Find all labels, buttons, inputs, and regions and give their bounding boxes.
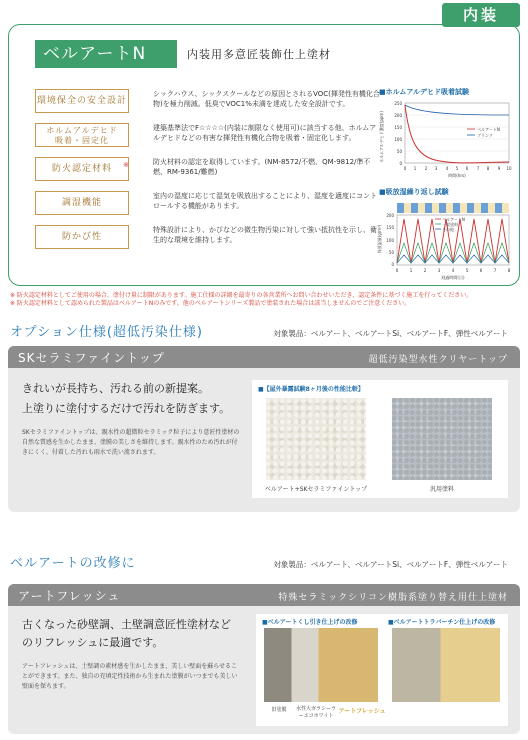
option-product-box bbox=[8, 346, 520, 512]
feature-desc: シックハウス、シックスクールなどの原因とされるVOC(揮発性有機化合物)を極力削減。低臭でVOC1%未満を達成した安全設計です。 bbox=[153, 90, 380, 108]
graph1-ylabel: ホルムアルデヒド濃度(ppm) bbox=[379, 111, 384, 163]
option-section-title: オプション仕様(超低汚染仕様) bbox=[10, 325, 203, 340]
feature-desc: 建築基準法でF☆☆☆☆(内装に制限なく使用可)に該当する他、ホルムアルデヒドなどの有害な揮発性有機化合物を吸着・固定化します。 bbox=[153, 124, 377, 142]
graph2-xtick: 3 bbox=[437, 268, 441, 273]
feature-label bbox=[35, 123, 129, 147]
main-feature-box bbox=[8, 24, 520, 286]
formaldehyde-graph bbox=[375, 97, 515, 179]
feature-desc: 特殊設計により、かびなどの微生物汚染に対して強い抵抗性を示し、衛生的な環境を維持します。 bbox=[153, 226, 377, 244]
feature-desc: 防火材料の認定を取得しています。(NM-8572/不燃、QM-9812/準不燃、RM-9361/難燃) bbox=[153, 158, 371, 176]
feature-label bbox=[35, 157, 129, 181]
renewal-product-header bbox=[8, 584, 520, 606]
renewal-photo1-title: ■ベルアートくし引き仕上げの改修 bbox=[262, 619, 358, 626]
renewal-section-title: ベルアートの改修に bbox=[10, 556, 136, 571]
feature-desc: 室内の湿度に応じて湿気を吸放出することにより、湿度を適度にコントロールする機能があります。 bbox=[153, 192, 377, 210]
graph2-ytick: 200 bbox=[386, 213, 394, 218]
interior-tab: 内装 bbox=[442, 3, 520, 27]
graph1-ytick: 100 bbox=[394, 137, 402, 142]
graph2-xtick: 8 bbox=[507, 268, 511, 273]
graph1-xtick: 2 bbox=[424, 166, 428, 171]
humidity-graph bbox=[375, 197, 515, 281]
graph1-xlabel: 時間(hrs) bbox=[448, 173, 466, 178]
graph2-xtick: 5 bbox=[465, 268, 469, 273]
option-photo-caption: 汎用塗料 bbox=[429, 486, 454, 493]
graph1-xtick: 4 bbox=[445, 166, 449, 171]
option-photo-treated bbox=[266, 398, 366, 480]
graph1-xtick: 3 bbox=[434, 166, 438, 171]
graph1-xtick: 6 bbox=[465, 166, 469, 171]
graph1-xtick: 0 bbox=[403, 166, 407, 171]
graph1-xtick: 5 bbox=[455, 166, 459, 171]
renewal-product-tag: 特殊セラミックシリコン樹脂系塗り替え用仕上塗材 bbox=[278, 593, 508, 603]
footnote-2: ※ 防火認定材料として認められた製品はベルアートNのみです。他のベルアートシリーズ製品で塗装された場合は該当しませんのでご注意ください。 bbox=[10, 300, 411, 307]
graph2-xtick: 4 bbox=[451, 268, 455, 273]
renewal-headline-1: 古くなった砂壁調、土壁調意匠性塗材など bbox=[22, 618, 231, 631]
option-product-tag: 超低汚染型水性クリヤートップ bbox=[368, 355, 508, 365]
renewal-photo2-title: ■ベルアートトラバーチン仕上げの改修 bbox=[388, 619, 496, 626]
graph2-xtick: 0 bbox=[395, 268, 399, 273]
graph1-ytick: 150 bbox=[394, 125, 402, 130]
graph2-ytick: 0 bbox=[391, 262, 394, 267]
graph2-legend-item: 一般塗料 bbox=[442, 222, 458, 227]
renewal-product-box bbox=[8, 584, 520, 734]
graph2-legend-item: その他 bbox=[442, 227, 454, 232]
graph2-xlabel: 経過時間(日) bbox=[441, 275, 465, 280]
graph2-xtick: 2 bbox=[423, 268, 427, 273]
graph1-ytick: 200 bbox=[394, 113, 402, 118]
graph2-ytick: 150 bbox=[386, 225, 394, 230]
asterisk-mark: ※ bbox=[123, 161, 130, 169]
renewal-targets: 対象製品：ベルアート、ベルアートSi、ベルアートF、弾性ベルアート bbox=[273, 560, 508, 569]
renewal-photo-panel bbox=[256, 614, 508, 726]
graph2-ytick: 100 bbox=[386, 238, 394, 243]
graph1-title: ■ホルムアルデヒド吸着試験 bbox=[379, 88, 470, 96]
option-product-header bbox=[8, 346, 520, 368]
option-headline-2: 上塗りに塗付するだけで汚れを防ぎます。 bbox=[22, 402, 231, 415]
option-photo-general bbox=[392, 398, 492, 480]
renewal-product-name: アートフレッシュ bbox=[18, 589, 121, 603]
graph1-ytick: 50 bbox=[396, 149, 402, 154]
feature-label-line2: 吸着・固定化 bbox=[55, 136, 109, 145]
graph1-ytick: 0 bbox=[399, 161, 402, 166]
renewal-photo-caption: 旧塗膜 bbox=[271, 707, 287, 713]
renewal-photo-travertine bbox=[392, 628, 500, 702]
graph1-legend-item: ブランク bbox=[477, 133, 493, 138]
feature-label: 環境保全の安全設計 bbox=[35, 89, 129, 113]
product-name-badge: ベルアートN bbox=[35, 40, 177, 68]
graph2-ytick: 50 bbox=[388, 250, 394, 255]
footnote-1: ※ 防火認定材料としてご使用の場合、塗付け量に制限があります。施工仕様の詳細を最寄りの各営業所へお問い合わせいただき、認定条件に基づく施工を行ってください。 bbox=[10, 292, 473, 299]
graph1-ytick: 250 bbox=[394, 101, 402, 106]
feature-label: 防かび性 bbox=[35, 225, 129, 249]
graph2-ylabel: 吸放湿量(g/m²) bbox=[377, 224, 382, 254]
graph1-xtick: 7 bbox=[476, 166, 480, 171]
renewal-body: アートフレッシュは、土壁調の素材感を生かしたまま、美しい壁面を蘇らせることができます。また、独自の充填定性技術から生まれた塗膜がいつまでも美しい壁面を保ちます。 bbox=[22, 663, 238, 690]
feature-label: 調湿機能 bbox=[35, 191, 129, 215]
graph1-frame bbox=[405, 103, 509, 163]
option-targets: 対象製品：ベルアート、ベルアートSi、ベルアートF、弾性ベルアート bbox=[273, 329, 508, 338]
renewal-headline-2: のリフレッシュに最適です。 bbox=[22, 636, 164, 649]
graph1-xtick: 8 bbox=[486, 166, 490, 171]
option-headline-1: きれいが長持ち、汚れる前の新提案。 bbox=[22, 382, 209, 395]
option-body: SKセラミファイントップは、親水性の超微粒セラミック粒子により意匠性塗材の自然な質感を生かしたまま、塗膜の美しさを維持します。親水性のため汚れが付きにくく、付着した汚れも雨水で洗い流されます。 bbox=[22, 429, 240, 456]
feature-label-text: 防火認定材料 bbox=[51, 164, 112, 174]
product-subtitle: 内装用多意匠装飾仕上塗材 bbox=[187, 48, 331, 61]
graph2-xtick: 7 bbox=[493, 268, 497, 273]
renewal-photo-combed bbox=[264, 628, 378, 702]
option-product-name: SKセラミファイントップ bbox=[18, 351, 165, 365]
graph1-xtick: 1 bbox=[413, 166, 417, 171]
renewal-photo-caption: 水性大ガラシーラーエコホワイト bbox=[295, 706, 336, 719]
feature-label-line1: ホルムアルデヒド bbox=[46, 126, 118, 135]
renewal-photo-caption: アートフレッシュ bbox=[338, 708, 386, 715]
graph1-xtick: 9 bbox=[497, 166, 501, 171]
option-photo-caption: ベルアート+SKセラミファイントップ bbox=[264, 486, 368, 493]
graph2-xtick: 6 bbox=[479, 268, 483, 273]
option-photo-title: ■【屋外暴露試験8ヶ月後の性能比較】 bbox=[258, 386, 364, 393]
graph1-xtick: 10 bbox=[506, 166, 512, 171]
option-photo-panel bbox=[252, 380, 508, 498]
graph2-xtick: 1 bbox=[409, 268, 413, 273]
graph2-legend-item: ベルアートN bbox=[442, 217, 465, 222]
graph2-title: ■吸放湿繰り返し試験 bbox=[379, 188, 449, 196]
graph1-legend-item: ベルアートN bbox=[477, 127, 500, 132]
